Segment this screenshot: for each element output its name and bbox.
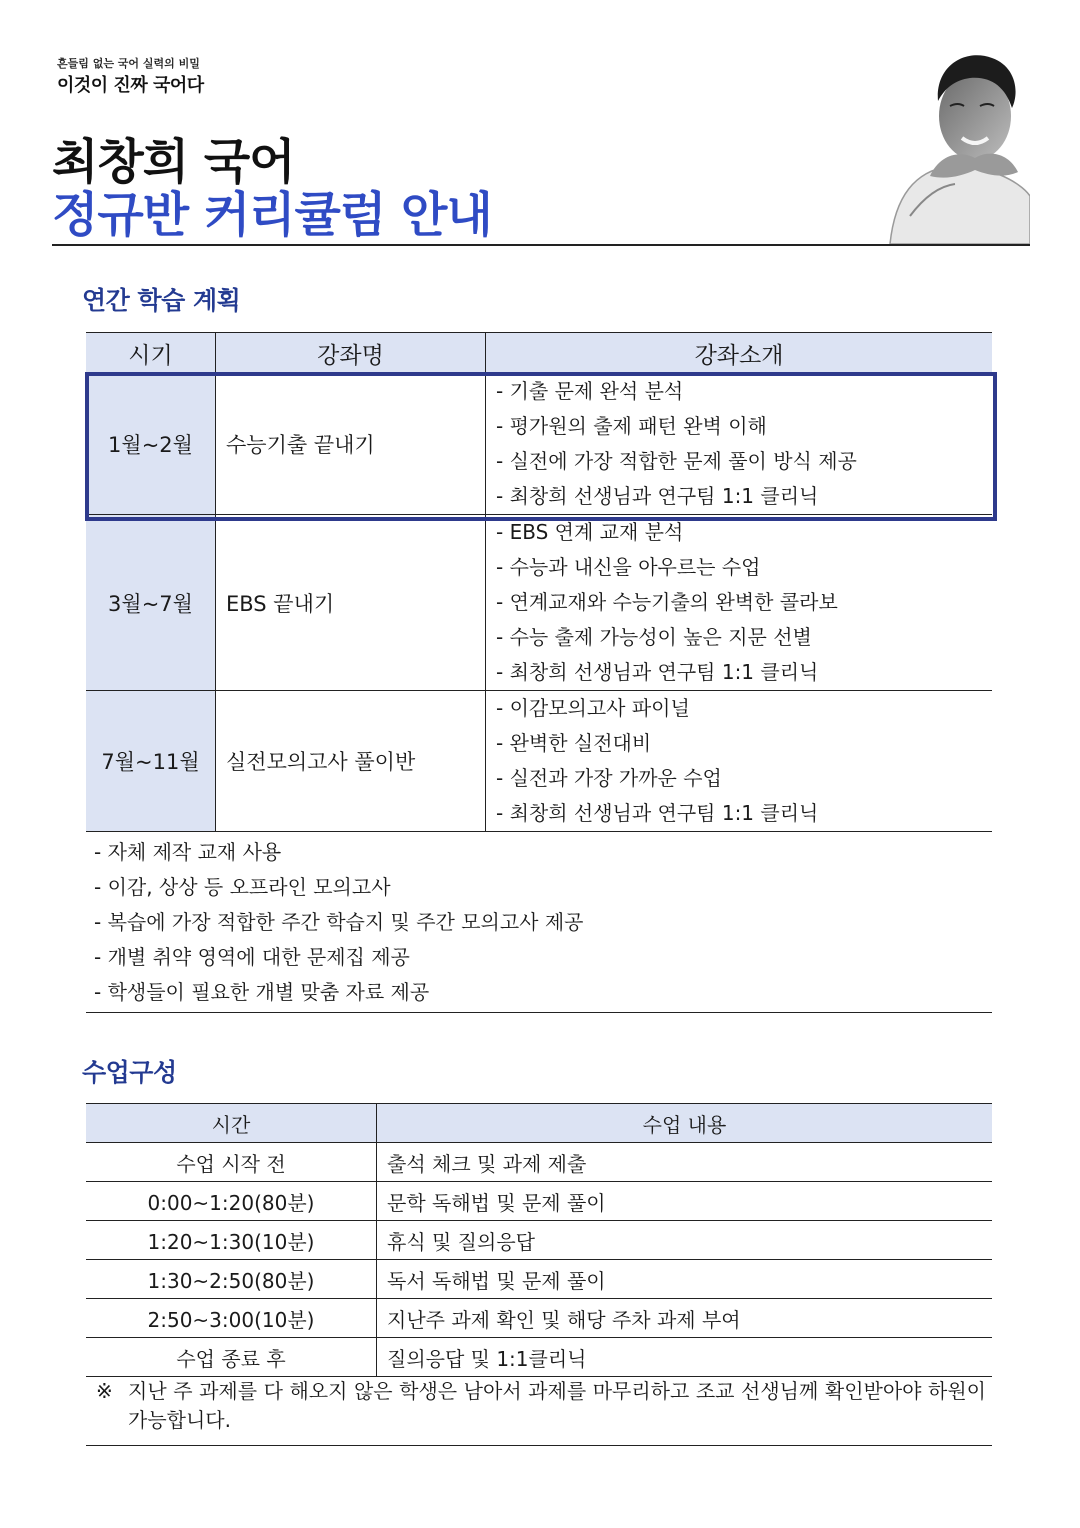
annual-plan-heading: 연간 학습 계획 xyxy=(82,286,241,315)
table-row xyxy=(86,1182,992,1221)
period-cell: 1월~2월 xyxy=(86,374,216,515)
time-cell: 1:20~1:30(10분) xyxy=(86,1221,377,1260)
table-header-row xyxy=(86,333,992,374)
course-cell: 실전모의고사 풀이반 xyxy=(216,691,486,832)
tagline-main: 이것이 진짜 국어다 xyxy=(57,75,204,96)
content-cell: 휴식 및 질의응답 xyxy=(377,1221,993,1260)
description-cell xyxy=(486,691,993,832)
annual-plan-table xyxy=(86,332,992,832)
description-line: - 최창희 선생님과 연구팀 1:1 클리닉 xyxy=(496,801,819,825)
note-item: - 이감, 상상 등 오프라인 모의고사 xyxy=(94,875,391,899)
teacher-portrait xyxy=(880,46,1030,244)
description-cell xyxy=(486,374,993,515)
time-cell: 수업 시작 전 xyxy=(86,1143,377,1182)
content-cell: 출석 체크 및 과제 제출 xyxy=(377,1143,993,1182)
class-structure-table xyxy=(86,1103,992,1377)
time-cell: 0:00~1:20(80분) xyxy=(86,1182,377,1221)
description-line: - 최창희 선생님과 연구팀 1:1 클리닉 xyxy=(496,660,819,684)
description-line: - EBS 연계 교재 분석 xyxy=(496,520,684,544)
column-header-course: 강좌명 xyxy=(216,333,486,374)
class-structure-heading: 수업구성 xyxy=(82,1058,177,1087)
table-row xyxy=(86,374,992,515)
table-row xyxy=(86,691,992,832)
column-header-time: 시간 xyxy=(86,1104,377,1143)
time-cell: 수업 종료 후 xyxy=(86,1338,377,1377)
table-header-row xyxy=(86,1104,992,1143)
tagline: 흔들림 없는 국어 실력의 비밀 xyxy=(57,57,200,70)
description-line: - 이감모의고사 파이널 xyxy=(496,696,690,720)
description-line: - 평가원의 출제 패턴 완벽 이해 xyxy=(496,414,767,438)
reference-mark-icon: ※ xyxy=(96,1379,113,1403)
course-cell: 수능기출 끝내기 xyxy=(216,374,486,515)
description-line: - 기출 문제 완석 분석 xyxy=(496,379,684,403)
table-row xyxy=(86,1143,992,1182)
description-line: - 수능 출제 가능성이 높은 지문 선별 xyxy=(496,625,812,649)
footnote xyxy=(86,1377,992,1446)
time-cell: 2:50~3:00(10분) xyxy=(86,1299,377,1338)
table-row xyxy=(86,1260,992,1299)
note-item: - 복습에 가장 적합한 주간 학습지 및 주간 모의고사 제공 xyxy=(94,910,584,934)
period-cell: 7월~11월 xyxy=(86,691,216,832)
description-line: - 연계교재와 수능기출의 완벽한 콜라보 xyxy=(496,590,838,614)
course-cell: EBS 끝내기 xyxy=(216,515,486,691)
period-cell: 3월~7월 xyxy=(86,515,216,691)
page-title: 최창희 국어 xyxy=(52,134,295,190)
note-item: - 자체 제작 교재 사용 xyxy=(94,840,282,864)
description-line: - 완벽한 실전대비 xyxy=(496,731,652,755)
header-divider xyxy=(52,244,1030,246)
table-row xyxy=(86,1338,992,1377)
content-cell: 지난주 과제 확인 및 해당 주차 과제 부여 xyxy=(377,1299,993,1338)
table-row xyxy=(86,1221,992,1260)
footnote-text: 지난 주 과제를 다 해오지 않은 학생은 남아서 과제를 마무리하고 조교 선생님께 확인받아야 하원이 가능합니다. xyxy=(128,1379,986,1432)
description-line: - 실전에 가장 적합한 문제 풀이 방식 제공 xyxy=(496,449,857,473)
table-row xyxy=(86,515,992,691)
table-row xyxy=(86,1299,992,1338)
description-cell xyxy=(486,515,993,691)
description-line: - 수능과 내신을 아우르는 수업 xyxy=(496,555,761,579)
time-cell: 1:30~2:50(80분) xyxy=(86,1260,377,1299)
content-cell: 질의응답 및 1:1클리닉 xyxy=(377,1338,993,1377)
column-header-period: 시기 xyxy=(86,333,216,374)
content-cell: 문학 독해법 및 문제 풀이 xyxy=(377,1182,993,1221)
column-header-description: 강좌소개 xyxy=(486,333,993,374)
note-item: - 학생들이 필요한 개별 맞춤 자료 제공 xyxy=(94,980,430,1004)
content-cell: 독서 독해법 및 문제 풀이 xyxy=(377,1260,993,1299)
description-line: - 실전과 가장 가까운 수업 xyxy=(496,766,722,790)
page-subtitle: 정규반 커리큘럼 안내 xyxy=(52,187,492,243)
annual-plan-notes xyxy=(86,835,992,1013)
note-item: - 개별 취약 영역에 대한 문제집 제공 xyxy=(94,945,410,969)
description-line: - 최창희 선생님과 연구팀 1:1 클리닉 xyxy=(496,484,819,508)
column-header-content: 수업 내용 xyxy=(377,1104,993,1143)
